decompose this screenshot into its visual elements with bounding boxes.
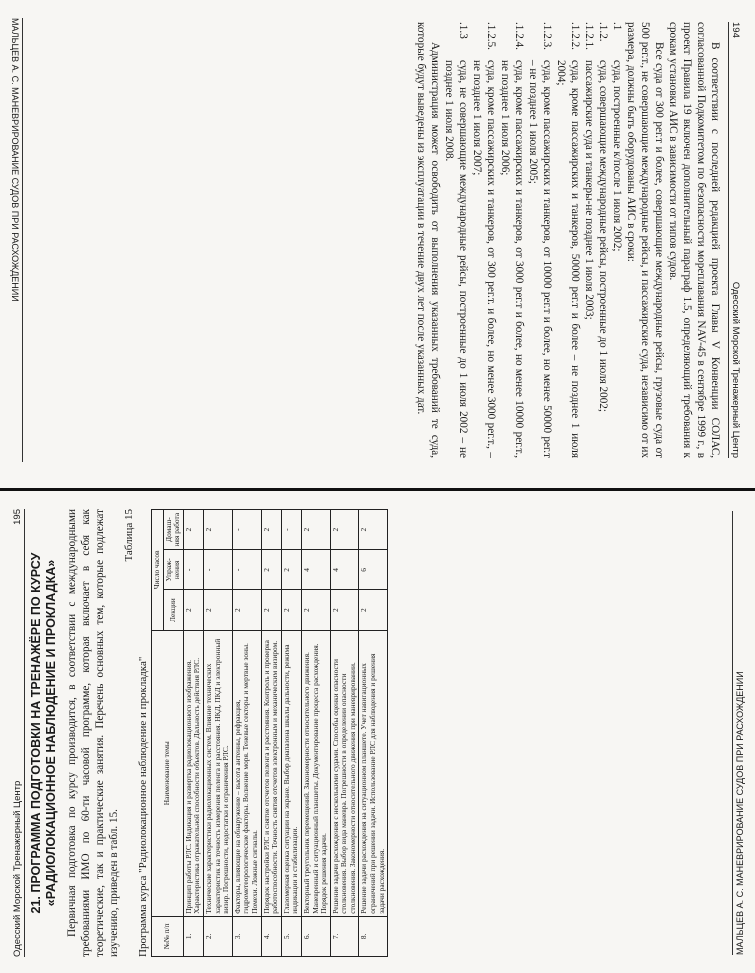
requirements-list <box>442 22 624 458</box>
column-header-topic: Наименование темы <box>152 630 184 916</box>
right-page-footer: МАЛЬЦЕВ А. С. МАНЕВРИРОВАНИЕ СУДОВ ПРИ РАСХОЖДЕНИИ <box>732 511 745 955</box>
table-row: 6. Векторный треугольник перемещений. Закономерности относительного движения. Маневренный и ситуационный планшеты. Документирование процесса расхождения. Порядок решения задачи. 2 4 2 <box>301 510 330 957</box>
table-row: 4. Порядок настройки РЛС и снятие отсчетов пеленга и расстояния. Контроль и проверка работоспособности. Точность снятия отсчетов электронным и механическим визиром. 2 2 2 <box>261 510 281 957</box>
left-page <box>0 0 755 480</box>
table-row: 7. Решение задачи расхождения с несколькими судами. Способы оценки опасности столкновения. Выбор вида маневра. Погрешности в определении опасности столкновения. Закономерности относительного движения при маневрировании. 2 4 2 <box>330 510 359 957</box>
list-item: .1 суда, построенные к/после 1 июля 2002; <box>611 22 623 252</box>
table-caption: Таблица 15 <box>123 509 135 562</box>
page-number: 194 <box>730 22 741 38</box>
table-row: 1. Принцип работы РЛС. Индикация и развертка радиолокационного изображения. Характеристика отражательной способности объектов. Дальность действия РЛС. 2 - 2 <box>183 510 203 957</box>
right-page-header <box>12 509 25 957</box>
left-page-body <box>624 22 722 458</box>
running-header: Одесский Морской Тренажерный Центр <box>730 281 741 458</box>
right-page <box>0 493 755 973</box>
left-page-header <box>728 22 741 458</box>
column-header-homework: Домаш-няя работа <box>163 510 183 550</box>
running-header: Одесский Морской Тренажерный Центр <box>12 780 23 957</box>
paragraph: Первичная подготовка по курсу производится, в соответствии с международными требованиями ИМО по 60-ти часовой программе, которая включает в себя как теоретические, так и практические занятия. Перечень основных тем, которые подлежат изучению, приведен в табл. 15. <box>66 509 120 957</box>
column-header-number: №№ п/п <box>152 916 184 956</box>
table-title: Программа курса "Радиолокационное наблюдение и прокладка" <box>137 656 149 957</box>
left-page-footer: МАЛЬЦЕВ А. С. МАНЕВРИРОВАНИЕ СУДОВ ПРИ РАСХОЖДЕНИИ <box>10 18 23 462</box>
table-row: 5. Глазомерная оценка ситуации на экране. Выбор диапазона шкалы дальности, режима индикации и стабилизации. 2 2 - <box>281 510 301 957</box>
column-header-lectures: Лекции <box>163 590 183 630</box>
left-page-content <box>0 0 755 480</box>
paragraph: Все суда от 300 рег.т и более, совершающие международные рейсы, грузовые суда от 500 рег.т., не совершающие международные рейсы, и пассажирские суда, независимо от их размера, должны быть оборудованы АИС в сроки: <box>625 22 665 458</box>
paragraph: Администрация может освободить от выполнения указанных требований те суда, которые будут выведены из эксплуатации в течение двух лет после указанных дат. <box>415 22 441 458</box>
right-page-intro <box>65 509 121 957</box>
page-number: 195 <box>12 509 23 525</box>
paragraph: В соответствии с последней редакцией проекта Главы V Конвенции СОЛАС, согласованной Подкомитетом по безопасности мореплавания NAV-45 в сентябре 1999 г., в проект Правила 19 включен дополнительный параграф 1.5, определяющий требования к срокам установки АИС в зависимости от типов судов. <box>667 22 721 458</box>
right-page-content <box>0 493 755 973</box>
left-page-closing <box>414 22 442 458</box>
list-item: .1.2. суда, совершающие международные рейсы, построенные до 1 июля 2002; <box>597 22 609 412</box>
column-header-hours: Число часов <box>152 510 164 631</box>
list-item: .1.2.5. суда, кроме пассажирских и танкеров, от 300 рег.т. и более, но менее 3000 рег.т., – не позднее 1 июля 2007; <box>471 22 497 458</box>
list-item: .1.2.4. суда, кроме пассажирских и танкеров, от 3000 рег.т и более, но менее 10000 рег.т., не позднее 1 июля 2006; <box>499 22 525 458</box>
course-program-table <box>151 509 388 957</box>
list-item: .1.3 суда, не совершающие международные рейсы, построенные до 1 июля 2002 – не позднее 1 июля 2008. <box>443 22 469 458</box>
table-row: 2. Технические характеристики радиолокационных систем. Влияние технических характеристик на точность измерения пеленга и расстояния. НКД, ПКД и электронный визир. Погрешности, недостатки и ограничения РЛС. 2 - 2 <box>203 510 232 957</box>
section-heading: 21. ПРОГРАММА ПОДГОТОВКИ НА ТРЕНАЖЁРЕ ПО КУРСУ «РАДИОЛОКАЦИОННОЕ НАБЛЮДЕНИЕ И ПРОКЛАДКА» <box>29 552 58 914</box>
list-item: .1.2.2. суда, кроме пассажирских и танкеров, 50000 рег.т и более – не позднее 1 июля 2004; <box>555 22 581 458</box>
list-item: .1.2.3. суда, кроме пассажирских и танкеров, от 10000 рег.т и более, но менее 50000 рег.т – не позднее 1 июля 2005; <box>527 22 553 458</box>
list-item: .1.2.1. пассажирские суда и танкеры-не позднее 1 июля 2003; <box>583 22 595 320</box>
table-row: 8. Решение задачи расхождения на ситуационном планшете. Учет навигационных ограничений при решении задачи. Использование РЛС для наблюдения и решения задачи расхождения. 2 6 2 <box>359 510 388 957</box>
column-header-exercises: Упраж-нения <box>163 550 183 590</box>
table-row: 3. Факторы, влияющие на обнаружение – высота антенны, рефракция, гидрометеорологические факторы. Волнение моря. Теневые секторы и мертвые зоны. Помехи. Ложные сигналы. 2 - - <box>232 510 261 957</box>
